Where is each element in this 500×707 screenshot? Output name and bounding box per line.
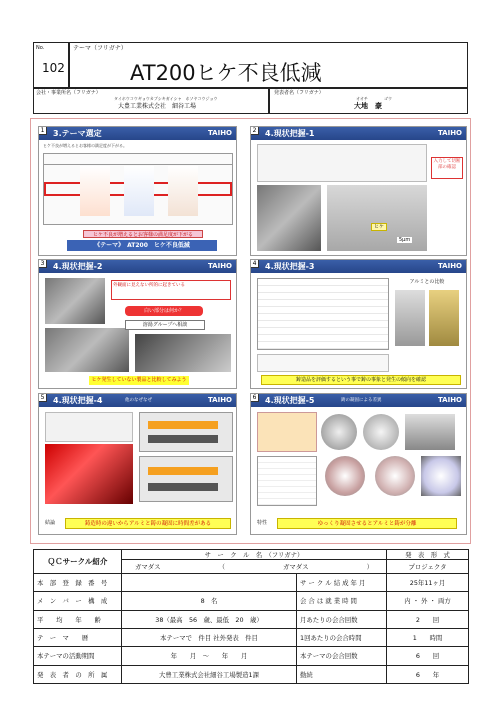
slide-title: 4.現状把握-5 [265,396,315,405]
comparison-label: アルミとの比較 [409,279,445,285]
heat-photo [45,444,133,504]
defect-label: ヒケ [371,223,387,231]
taiho-logo: TAIHO [207,396,232,404]
row-value: 大豊工業株式会社細谷工場製造1課 [122,665,297,683]
machine-photo [257,185,321,251]
row-label: 会 合 は 就 業 時 間 [297,592,387,610]
slide-title: 4.現状把握-1 [265,129,315,138]
slide-number: 2 [250,126,259,135]
data-table [257,278,389,350]
row-value: 年 月 ～ 年 月 [122,647,297,665]
solidify-diagram [139,456,233,502]
microscope-photo [45,328,129,372]
mold-diagram [139,412,233,452]
row-label: 本 部 登 録 番 号 [34,574,122,592]
row-label: 月あたりの会合回数 [297,610,387,628]
row-label: サ ー ク ル 結 成 年 月 [297,574,387,592]
slide-subtitle: 鋳の凝固による差異 [341,398,382,403]
cross-section-1 [325,456,365,496]
slide-number: 6 [250,393,259,402]
slide-1 [38,126,237,256]
presenter-kana-2: ゴウ [384,96,392,101]
slide-footer-note: ヒケ不良が増えるとお客様の満足度が下がる [83,230,203,238]
row-value [122,574,297,592]
row-value: 6 回 [387,647,469,665]
row-label: 本テーマの活動期間 [34,647,122,665]
circle-name-kana: ガマダス [135,563,161,571]
circle-name-paren-close: ） [366,563,373,571]
callout: 入力して切断部の確認 [431,157,463,179]
consult-note: 溶湯グループへ相談 [125,320,205,330]
observation-note [257,354,389,372]
format-label: 発 表 形 式 [387,550,469,560]
circle-name-cell [122,560,387,574]
sample-photo-2 [363,414,399,450]
taiho-logo: TAIHO [437,396,462,404]
circle-name-paren-open: （ [218,563,225,571]
format-value: プロジェクタ [387,560,469,574]
slide-subtitle: 他のなぜなぜ [125,398,152,403]
company-label: 会社・事業所名（フリガナ） [36,90,101,96]
callout: 外観面に見えない所的に起きている [111,280,231,300]
mechanism-diagram [45,412,133,442]
theme-banner: 《テーマ》 AT200 ヒケ不良低減 [67,240,217,251]
theme-label: テーマ（フリガナ） [73,45,127,52]
sample-photo-3 [405,414,455,450]
slide-number: 4 [250,259,259,268]
slide-footer-note: ゆっくり凝固させるとアルミと鋳が分離 [277,518,457,529]
sample-photo [135,334,231,372]
slide-title: 4.現状把握-2 [53,262,103,271]
company-kana: タイホウコウギョウカブシキガイシャ ホソヤコウジョウ [114,96,218,101]
company-name: 大豊工業株式会社 細谷工場 [118,103,197,110]
part-photo [45,278,105,324]
slide-footer-note: ヒケ発生していない製品と比較してみよう [89,376,189,385]
row-label: 勤続 [297,665,387,683]
row-value: 38（最高 56 歳、最低 20 歳） [122,610,297,628]
number-label: No. [36,45,45,51]
theme-box [69,42,468,88]
slide-5 [38,393,237,535]
qc-circle-table [33,549,468,684]
number-box [33,42,69,88]
slide-note: ヒケ不良が増えるとお客様の満足度が下がる。 [43,143,127,148]
row-value: 2 回 [387,610,469,628]
row-value: 6 年 [387,665,469,683]
process-flow [257,144,427,182]
company-box [33,88,269,114]
conclusion-label: 結論 [45,520,56,526]
presenter-kana-1: オオチ [356,96,368,101]
slide-3 [38,259,237,389]
slide-2 [250,126,467,256]
experiment-diagram [257,412,317,452]
taiho-logo: TAIHO [207,262,232,270]
characteristic-label: 特性 [257,520,268,526]
question-bubble: 白い部分は何か？ [125,306,203,316]
result-table [257,456,317,506]
row-value: 25年11ヶ月 [387,574,469,592]
circle-name-label: サ ー ク ル 名 （フリガナ） [122,550,387,560]
row-label: メ ン バ ー 構 成 [34,592,122,610]
slides-area [30,118,471,544]
row-value: 8 名 [122,592,297,610]
taiho-logo: TAIHO [207,129,232,137]
row-value: 1 時間 [387,628,469,646]
section-label: ＱＣサークル紹介 [34,550,122,574]
slide-number: 3 [38,259,47,268]
row-value: 内 ・ 外 ・ 両方 [387,592,469,610]
slide-number: 5 [38,393,47,402]
selection-table [43,153,233,225]
row-label: 本テーマの会合回数 [297,647,387,665]
cross-section-2 [375,456,415,496]
row-label: 1回あたりの会合時間 [297,628,387,646]
slide-footer-note: 鋳造時の違いからアルミと鋳の凝固に時間差がある [65,518,231,529]
row-value: 本テーマで 件目 社外発表 件目 [122,628,297,646]
circle-name: ガマダス [283,563,309,571]
presenter-label: 発表者名（フリガナ） [274,90,324,96]
taiho-logo: TAIHO [437,129,462,137]
number-value: 102 [42,61,65,75]
slide-6 [250,393,467,535]
presenter-box [269,88,468,114]
slide-footer-note: 鋳造品を評価するという事で鋳の事象と発生の傾向を確認 [261,375,461,385]
scale-label: 5μm [399,237,411,243]
cross-section-3 [421,456,461,496]
row-label: テ ー マ 暦 [34,628,122,646]
slide-4 [250,259,467,389]
slide-title: 4.現状把握-3 [265,262,315,271]
taiho-logo: TAIHO [437,262,462,270]
slide-number: 1 [38,126,47,135]
sample-photo-1 [321,414,357,450]
row-label: 発 表 者 の 所 属 [34,665,122,683]
slide-title: 3.テーマ選定 [53,129,102,138]
row-label: 平 均 年 齢 [34,610,122,628]
metal-sample [429,290,459,346]
slide-title: 4.現状把握-4 [53,396,103,405]
presenter-name: 大地 豪 [354,102,382,110]
aluminum-sample [395,290,425,346]
theme-title: AT200ヒケ不良低減 [130,61,322,85]
